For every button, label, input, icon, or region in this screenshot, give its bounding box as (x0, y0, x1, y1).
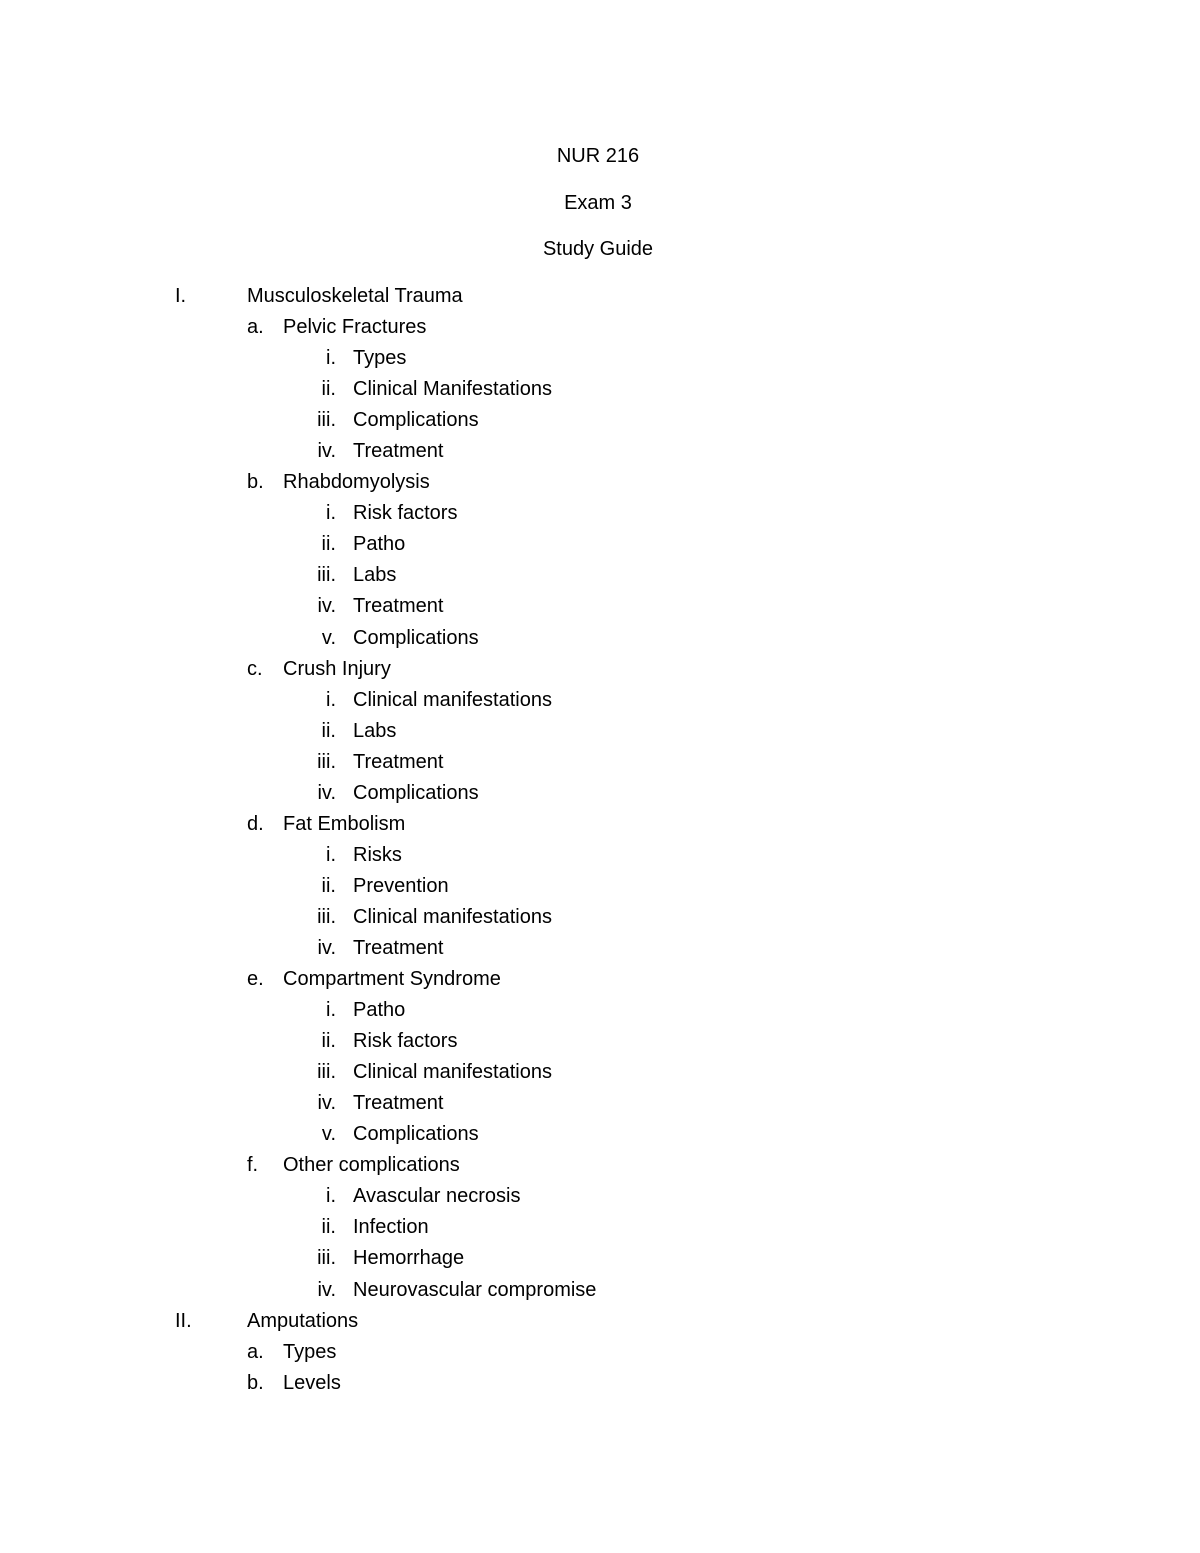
outline-text: Levels (283, 1371, 341, 1394)
outline-item (0, 1028, 1200, 1059)
outline-text: Patho (353, 999, 406, 1022)
outline-item (0, 531, 1200, 562)
outline-text: Hemorrhage (353, 1247, 465, 1270)
outline-marker: iii. (317, 905, 336, 928)
outline-text: Complications (353, 409, 479, 432)
outline-marker: i. (326, 843, 336, 866)
outline-item (0, 935, 1200, 966)
outline-item (0, 438, 1200, 469)
outline-item (0, 780, 1200, 811)
outline-text: Other complications (283, 1154, 460, 1177)
outline-item (0, 1277, 1200, 1308)
outline-item (0, 376, 1200, 407)
outline-text: Types (283, 1340, 337, 1363)
outline-item (0, 1059, 1200, 1090)
outline-item (0, 749, 1200, 780)
outline-marker: v. (321, 1123, 336, 1146)
outline-marker: ii. (321, 1216, 336, 1239)
outline-section (0, 283, 1200, 314)
outline-marker: ii. (321, 1030, 336, 1053)
course-code: NUR 216 (556, 145, 640, 167)
outline-marker: iii. (317, 1061, 336, 1084)
outline-text: Patho (353, 533, 406, 556)
outline-section (0, 1308, 1200, 1339)
outline-text: Risks (353, 843, 402, 866)
outline-item (0, 625, 1200, 656)
outline-text: Treatment (353, 595, 444, 618)
outline-item (0, 1245, 1200, 1276)
outline-item (0, 1090, 1200, 1121)
outline-text: Labs (353, 719, 397, 742)
outline-subsection (0, 966, 1200, 997)
outline-text: Risk factors (353, 1030, 458, 1053)
outline-marker: i. (326, 688, 336, 711)
outline-text: Complications (353, 1123, 479, 1146)
outline-item (0, 718, 1200, 749)
outline-marker: e. (247, 968, 264, 991)
outline-marker: ii. (321, 533, 336, 556)
outline-marker: i. (326, 502, 336, 525)
outline-text: Clinical manifestations (353, 688, 552, 711)
outline-marker: iv. (317, 440, 336, 463)
outline-text: Fat Embolism (283, 812, 406, 835)
outline-text: Treatment (353, 936, 444, 959)
outline-text: Treatment (353, 440, 444, 463)
outline-marker: I. (175, 285, 187, 307)
outline-marker: II. (175, 1309, 192, 1332)
outline-subsection (0, 1152, 1200, 1183)
outline-subsection (0, 314, 1200, 345)
outline-text: Clinical Manifestations (353, 378, 552, 401)
outline-item (0, 873, 1200, 904)
outline-item (0, 593, 1200, 624)
exam-label: Exam 3 (564, 192, 632, 214)
outline-text: Crush Injury (283, 657, 391, 680)
outline-text: Clinical manifestations (353, 1061, 552, 1084)
outline-marker: iv. (317, 595, 336, 618)
study-outline (0, 283, 1200, 1401)
outline-text: Infection (353, 1216, 429, 1239)
outline-subsection (0, 811, 1200, 842)
outline-text: Musculoskeletal Trauma (247, 285, 463, 307)
outline-marker: v. (321, 626, 336, 649)
outline-item (0, 687, 1200, 718)
outline-text: Clinical manifestations (353, 905, 552, 928)
outline-text: Types (353, 347, 407, 370)
outline-text: Treatment (353, 1092, 444, 1115)
outline-item (0, 1121, 1200, 1152)
outline-marker: ii. (321, 874, 336, 897)
outline-text: Compartment Syndrome (283, 968, 501, 991)
outline-marker: iii. (317, 409, 336, 432)
outline-marker: i. (326, 1185, 336, 1208)
outline-marker: b. (247, 471, 264, 494)
outline-text: Pelvic Fractures (283, 316, 427, 339)
outline-marker: i. (326, 999, 336, 1022)
outline-item (0, 562, 1200, 593)
outline-marker: iv. (317, 1092, 336, 1115)
outline-marker: iv. (317, 781, 336, 804)
outline-item (0, 500, 1200, 531)
outline-text: Risk factors (353, 502, 458, 525)
outline-marker: f. (247, 1154, 259, 1177)
outline-text: Avascular necrosis (353, 1185, 521, 1208)
outline-text: Neurovascular compromise (353, 1278, 597, 1301)
outline-item (0, 842, 1200, 873)
outline-text: Complications (353, 781, 479, 804)
outline-marker: d. (247, 812, 264, 835)
outline-marker: c. (247, 657, 263, 680)
outline-marker: i. (326, 347, 336, 370)
outline-item (0, 1214, 1200, 1245)
outline-subsection (0, 1339, 1200, 1370)
outline-marker: iii. (317, 750, 336, 773)
outline-marker: a. (247, 316, 264, 339)
outline-item (0, 904, 1200, 935)
outline-marker: b. (247, 1371, 264, 1394)
outline-subsection (0, 469, 1200, 500)
outline-marker: ii. (321, 378, 336, 401)
outline-item (0, 1183, 1200, 1214)
outline-text: Treatment (353, 750, 444, 773)
outline-text: Complications (353, 626, 479, 649)
outline-marker: iii. (317, 1247, 336, 1270)
outline-item (0, 345, 1200, 376)
outline-marker: iv. (317, 936, 336, 959)
outline-subsection (0, 1370, 1200, 1401)
outline-text: Prevention (353, 874, 449, 897)
outline-marker: a. (247, 1340, 264, 1363)
outline-text: Amputations (247, 1309, 359, 1332)
outline-item (0, 407, 1200, 438)
document-title: Study Guide (542, 238, 654, 260)
outline-marker: iv. (317, 1278, 336, 1301)
outline-item (0, 997, 1200, 1028)
outline-marker: iii. (317, 564, 336, 587)
outline-text: Labs (353, 564, 397, 587)
outline-marker: ii. (321, 719, 336, 742)
outline-text: Rhabdomyolysis (283, 471, 430, 494)
outline-subsection (0, 656, 1200, 687)
